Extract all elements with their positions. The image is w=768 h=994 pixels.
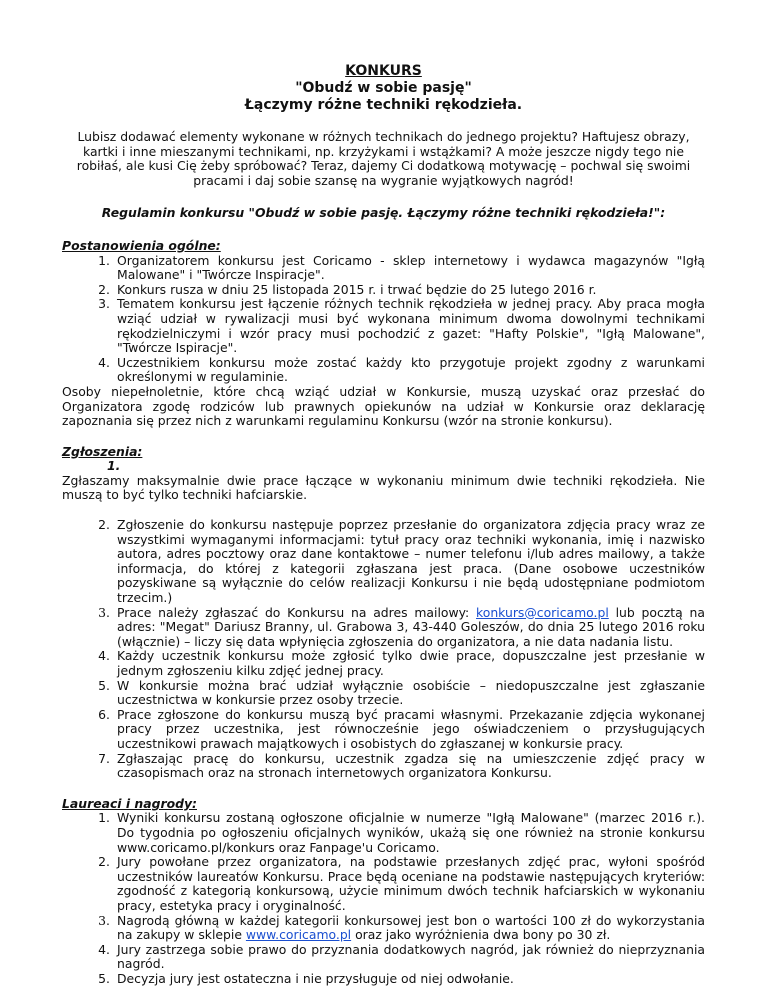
item-number: 2. xyxy=(98,517,110,533)
document-title xyxy=(62,63,705,114)
list-item xyxy=(62,649,705,678)
item-number: 4. xyxy=(98,354,110,370)
item-number: 5. xyxy=(98,970,110,986)
item-number: 4. xyxy=(98,648,110,664)
item-number: 1. xyxy=(98,810,110,826)
title-line2: "Obudź w sobie pasję" xyxy=(295,80,472,96)
item-text: Zgłaszając pracę do konkursu, uczestnik zgadza się na umieszczenie zdjęć pracy w czasopismach oraz na stronach internetowych organizatora Konkursu. xyxy=(117,750,705,781)
item-text: Konkurs rusza w dniu 25 listopada 2015 r. i trwać będzie do 25 lutego 2016 r. xyxy=(117,281,597,297)
list-item xyxy=(62,283,705,298)
section-heading: Laureaci i nagrody: xyxy=(62,795,197,811)
item-number: 1. xyxy=(98,252,110,268)
coricamo-link[interactable]: www.coricamo.pl xyxy=(245,927,352,943)
item-text-after: oraz jako wyróżnienia dwa bony po 30 zł. xyxy=(351,927,611,943)
title-main: KONKURS xyxy=(345,63,422,79)
item-number: 1. xyxy=(107,458,121,474)
item-text: Decyzja jury jest ostateczna i nie przysługuje od niej odwołanie. xyxy=(117,970,514,986)
submissions-list xyxy=(62,518,705,781)
title-line3: Łączymy różne techniki rękodzieła. xyxy=(244,97,523,113)
section-general xyxy=(62,239,705,429)
awards-list xyxy=(62,811,705,986)
item-text: Wyniki konkursu zostaną ogłoszone oficjalnie w numerze "Igłą Malowane" (marzec 2016 r.). Do tygodnia po ogłoszeniu oficjalnych wyników, ukażą się one również na stronie konkursu www.coricamo.pl/konkurs oraz Fanpage'u Coricamo. xyxy=(117,810,705,855)
item-number: 5. xyxy=(98,677,110,693)
item-number: 4. xyxy=(98,941,110,957)
item-number: 6. xyxy=(98,706,110,722)
item-text: Uczestnikiem konkursu może zostać każdy kto przygotuje projekt zgodny z warunkami określonymi w regulaminie. xyxy=(117,354,705,385)
item-number: 7. xyxy=(98,750,110,766)
submission-first-text: Zgłaszamy maksymalnie dwie prace łączące w wykonaniu minimum dwie techniki rękodzieła. Nie muszą to być tylko techniki hafciarskie. xyxy=(62,472,705,503)
list-item xyxy=(62,606,705,650)
item-number: 2. xyxy=(98,281,110,297)
list-item xyxy=(62,855,705,913)
list-item xyxy=(62,972,705,987)
item-text: Jury powołane przez organizatora, na podstawie przesłanych zdjęć prac, wyłoni spośród uczestników laureatów Konkursu. Prace będą oceniane na podstawie następujących kryteriów: zgodność z kategorią konkursową, użycie minimum dwóch technik hafciarskich w wykonaniu pracy, estetyka pracy i oryginalność. xyxy=(117,854,705,913)
item-text: Prace zgłoszone do konkursu muszą być pracami własnymi. Przekazanie zdjęcia wykonanej pracy przez uczestnika, jest równocześnie jego oświadczeniem o przysługujących uczestnikowi prawach majątkowych i osobistych do zgłaszanej w konkursie pracy. xyxy=(117,706,705,751)
item-text-before: Prace należy zgłaszać do Konkursu na adres mailowy: xyxy=(117,604,477,620)
intro-paragraph: Lubisz dodawać elementy wykonane w różnych technikach do jednego projektu? Haftujesz obrazy, kartki i inne mieszanymi technikami, np. krzyżykami i wstążkami? A może jeszcze nigdy tego nie robiłaś, ale kusi Cię żeby spróbować? Teraz, dajemy Ci dodatkową motywację – pochwal się swoimi pracami i daj sobie szansę na wygranie wyjątkowych nagród! xyxy=(76,129,691,188)
section-awards xyxy=(62,797,705,987)
list-item xyxy=(62,356,705,385)
list-item xyxy=(62,518,705,606)
item-text: W konkursie można brać udział wyłącznie osobiście – niedopuszczalne jest zgłaszanie uczestnictwa w konkursie przez osoby trzecie. xyxy=(117,677,705,708)
item-text-after: lub pocztą na adres: "Megat" Dariusz Branny, ul. Grabowa 3, 43-440 Goleszów, do dnia 25 lutego 2016 roku (włącznie) – liczy się data wpłynięcia zgłoszenia do organizatora, a nie data nadania listu. xyxy=(117,604,705,649)
general-list xyxy=(62,254,705,385)
item-text: Zgłoszenie do konkursu następuje poprzez przesłanie do organizatora zdjęcia pracy wraz ze wszystkimi wymaganymi informacjami: tytuł pracy oraz techniki wykonania, imię i nazwisko autora, adres pocztowy oraz dane kontaktowe – numer telefonu i/lub adres mailowy, a także informacja, do której z kategorii zgłaszana jest praca. (Dane osobowe uczestników pozyskiwane są wyłącznie do celów realizacji Konkursu i nie będą udostępniane podmiotom trzecim.) xyxy=(117,517,705,606)
item-text-before: Nagrodą główną w każdej kategorii konkursowej jest bon o wartości 100 zł do wykorzystania na zakupy w sklepie xyxy=(117,912,705,943)
list-item xyxy=(62,679,705,708)
regulamin-heading: Regulamin konkursu "Obudź w sobie pasję. Łączymy różne techniki rękodzieła!": xyxy=(101,205,666,221)
email-link[interactable]: konkurs@coricamo.pl xyxy=(476,604,609,620)
list-item xyxy=(62,708,705,752)
item-text: Tematem konkursu jest łączenie różnych technik rękodzieła w jednej pracy. Aby praca mogła wziąć udział w rywalizacji musi być wykonana minimum dwoma dowolnymi technikami rękodzielniczymi i wzór pracy musi pochodzić z gazet: "Hafty Polskie", "Igłą Malowane", "Twórcze Ispiracje". xyxy=(117,296,705,356)
list-item xyxy=(62,297,705,355)
list-item xyxy=(62,811,705,855)
list-item xyxy=(62,943,705,972)
item-number: 3. xyxy=(98,912,110,928)
list-item xyxy=(62,254,705,283)
section-heading: Zgłoszenia: xyxy=(62,443,143,459)
list-item xyxy=(62,914,705,943)
item-number: 3. xyxy=(98,296,110,312)
list-item xyxy=(62,752,705,781)
item-text: Jury zastrzega sobie prawo do przyznania dodatkowych nagród, jak również do nieprzyznania nagród. xyxy=(117,941,705,972)
item-number: 2. xyxy=(98,854,110,870)
item-number: 3. xyxy=(98,604,110,620)
section-submissions xyxy=(62,445,705,781)
item-text: Każdy uczestnik konkursu może zgłosić tylko dwie prace, dopuszczalne jest przesłanie w jednym zgłoszeniu kilku zdjęć jednej pracy. xyxy=(117,648,705,678)
section-heading: Postanowienia ogólne: xyxy=(62,237,221,253)
minors-paragraph: Osoby niepełnoletnie, które chcą wziąć udział w Konkursie, muszą uzyskać oraz przesłać do Organizatora zgodę rodziców lub prawnych opiekunów na udział w Konkursie oraz deklarację zapoznania się przez nich z warunkami regulaminu Konkursu (wzór na stronie konkursu). xyxy=(62,383,705,429)
item-text: Organizatorem konkursu jest Coricamo - sklep internetowy i wydawca magazynów "Igłą Malowane" i "Twórcze Inspiracje". xyxy=(117,252,705,283)
